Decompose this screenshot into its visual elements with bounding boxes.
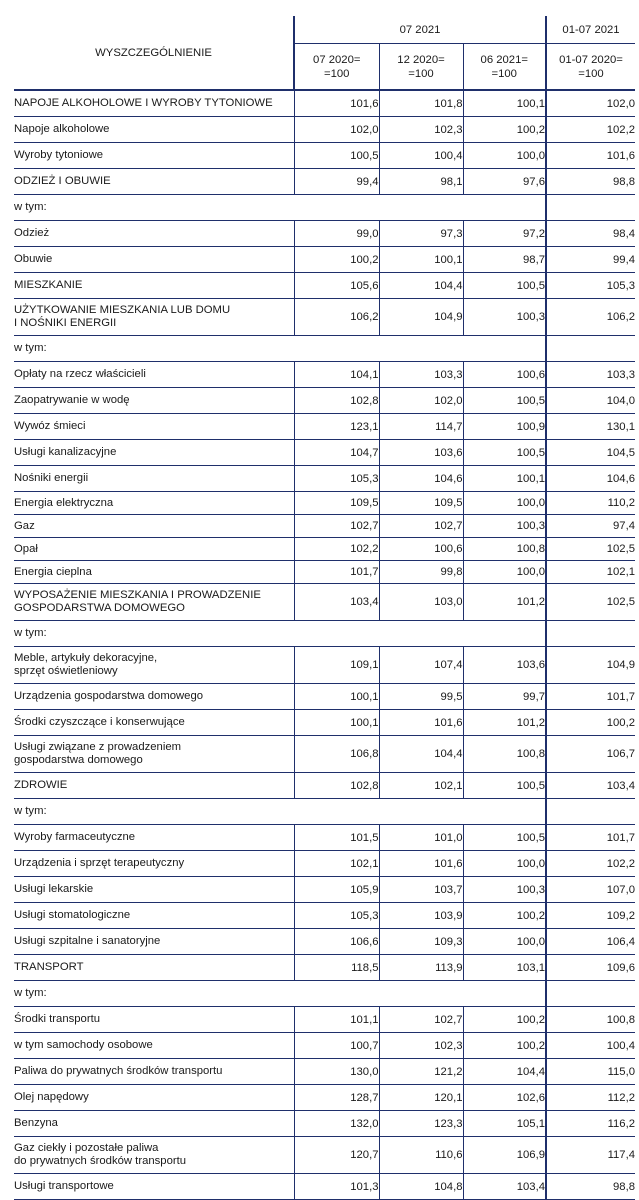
row-value: 118,5: [294, 955, 379, 981]
row-value: 100,0: [463, 492, 546, 515]
section-row: [14, 621, 635, 647]
table-row: [14, 117, 635, 143]
row-value: 104,9: [379, 299, 463, 336]
table-row: [14, 1059, 635, 1085]
row-value: 106,2: [294, 299, 379, 336]
row-value: 102,7: [379, 515, 463, 538]
row-value: 105,3: [546, 273, 635, 299]
row-label: w tym:: [14, 195, 294, 221]
row-value: [294, 195, 379, 221]
row-value: [546, 621, 635, 647]
row-value: 100,0: [463, 143, 546, 169]
row-value: 100,5: [463, 825, 546, 851]
row-value: 102,5: [546, 538, 635, 561]
row-label: MIESZKANIE: [14, 273, 294, 299]
row-value: 100,3: [463, 877, 546, 903]
row-value: 101,6: [379, 710, 463, 736]
row-value: 103,0: [379, 584, 463, 621]
row-label: Urządzenia i sprzęt terapeutyczny: [14, 851, 294, 877]
row-value: 100,6: [379, 538, 463, 561]
row-value: 106,6: [294, 929, 379, 955]
row-label: UŻYTKOWANIE MIESZKANIA LUB DOMU I NOŚNIKI ENERGII: [14, 299, 294, 336]
table-row: [14, 1085, 635, 1111]
row-value: 106,8: [294, 736, 379, 773]
row-value: 100,2: [463, 1007, 546, 1033]
table-row: [14, 710, 635, 736]
row-value: 103,6: [463, 647, 546, 684]
row-value: 109,5: [294, 492, 379, 515]
row-value: 102,6: [463, 1085, 546, 1111]
table-row: [14, 955, 635, 981]
column-header-cumulative: 01-07 2020= =100: [546, 44, 635, 91]
row-value: 100,1: [463, 90, 546, 117]
table-row: [14, 851, 635, 877]
row-value: 100,2: [294, 247, 379, 273]
table-row: [14, 299, 635, 336]
table-row: [14, 1033, 635, 1059]
row-value: 100,0: [463, 561, 546, 584]
row-value: 105,3: [294, 903, 379, 929]
row-value: 128,7: [294, 1085, 379, 1111]
row-value: [379, 336, 463, 362]
table-row: [14, 440, 635, 466]
row-value: 103,6: [379, 440, 463, 466]
row-label: Meble, artykuły dekoracyjne, sprzęt oświetleniowy: [14, 647, 294, 684]
row-value: [379, 621, 463, 647]
row-value: 101,6: [294, 90, 379, 117]
row-value: 109,6: [546, 955, 635, 981]
table-row: [14, 515, 635, 538]
row-value: [294, 799, 379, 825]
row-value: 103,4: [546, 773, 635, 799]
row-value: 100,7: [294, 1033, 379, 1059]
row-value: 101,2: [463, 584, 546, 621]
row-label: Opłaty na rzecz właścicieli: [14, 362, 294, 388]
row-value: 97,4: [546, 515, 635, 538]
row-value: 106,4: [546, 929, 635, 955]
table-row: [14, 169, 635, 195]
row-value: 104,4: [463, 1059, 546, 1085]
row-value: 103,3: [546, 362, 635, 388]
table-row: [14, 647, 635, 684]
row-value: 109,2: [546, 903, 635, 929]
row-value: 100,3: [463, 515, 546, 538]
row-value: 101,8: [379, 90, 463, 117]
row-value: 107,4: [379, 647, 463, 684]
row-value: 100,5: [294, 143, 379, 169]
row-value: 102,1: [379, 773, 463, 799]
row-value: 102,3: [379, 1033, 463, 1059]
row-label: Środki transportu: [14, 1007, 294, 1033]
row-value: 102,3: [379, 117, 463, 143]
row-value: 100,2: [463, 117, 546, 143]
row-value: 102,7: [379, 1007, 463, 1033]
row-value: 109,3: [379, 929, 463, 955]
row-value: 99,8: [379, 561, 463, 584]
row-value: 123,3: [379, 1111, 463, 1137]
row-value: 100,2: [463, 903, 546, 929]
column-group-monthly: 07 2021: [294, 16, 546, 44]
row-value: 104,7: [294, 440, 379, 466]
row-value: 102,5: [546, 584, 635, 621]
row-value: 98,8: [546, 169, 635, 195]
row-label: Środki czyszczące i konserwujące: [14, 710, 294, 736]
row-value: 120,7: [294, 1137, 379, 1174]
row-value: 100,5: [463, 273, 546, 299]
row-value: 102,7: [294, 515, 379, 538]
column-header-vs-december: 12 2020= =100: [379, 44, 463, 91]
table-row: [14, 466, 635, 492]
row-value: 102,1: [294, 851, 379, 877]
row-value: 100,2: [546, 710, 635, 736]
table-row: [14, 273, 635, 299]
row-value: 116,2: [546, 1111, 635, 1137]
row-value: 98,7: [463, 247, 546, 273]
row-value: 102,0: [294, 117, 379, 143]
row-value: 100,8: [463, 736, 546, 773]
row-value: 103,4: [463, 1174, 546, 1200]
row-label: Gaz ciekły i pozostałe paliwa do prywatnych środków transportu: [14, 1137, 294, 1174]
row-label: WYPOSAŻENIE MIESZKANIA I PROWADZENIE GOSPODARSTWA DOMOWEGO: [14, 584, 294, 621]
row-value: 120,1: [379, 1085, 463, 1111]
table-row: [14, 561, 635, 584]
row-value: 105,3: [294, 466, 379, 492]
column-header-name: WYSZCZEGÓLNIENIE: [14, 16, 294, 90]
price-index-table: [14, 16, 635, 1200]
table-row: [14, 538, 635, 561]
row-value: 115,0: [546, 1059, 635, 1085]
row-label: Usługi lekarskie: [14, 877, 294, 903]
row-value: [294, 621, 379, 647]
section-row: [14, 799, 635, 825]
row-value: 100,1: [294, 684, 379, 710]
row-value: 100,1: [294, 710, 379, 736]
row-label: Energia elektryczna: [14, 492, 294, 515]
row-value: 100,1: [463, 466, 546, 492]
row-label: Usługi związane z prowadzeniem gospodarstwa domowego: [14, 736, 294, 773]
table-body: [14, 90, 635, 1200]
row-value: 102,0: [379, 388, 463, 414]
row-label: Usługi transportowe: [14, 1174, 294, 1200]
row-value: 100,8: [463, 538, 546, 561]
row-value: 98,1: [379, 169, 463, 195]
row-label: Usługi szpitalne i sanatoryjne: [14, 929, 294, 955]
table-row: [14, 684, 635, 710]
row-value: [463, 799, 546, 825]
row-label: ODZIEŻ I OBUWIE: [14, 169, 294, 195]
row-value: 113,9: [379, 955, 463, 981]
table-row: [14, 1174, 635, 1200]
table-row: [14, 492, 635, 515]
row-value: 104,8: [379, 1174, 463, 1200]
row-value: 100,5: [463, 440, 546, 466]
row-value: 132,0: [294, 1111, 379, 1137]
column-group-cumulative: 01-07 2021: [546, 16, 635, 44]
row-value: 102,2: [294, 538, 379, 561]
row-value: [463, 336, 546, 362]
row-value: [379, 195, 463, 221]
section-row: [14, 981, 635, 1007]
table-row: [14, 90, 635, 117]
row-value: [463, 981, 546, 1007]
row-value: 100,4: [546, 1033, 635, 1059]
row-value: 103,4: [294, 584, 379, 621]
row-label: Zaopatrywanie w wodę: [14, 388, 294, 414]
row-value: 99,0: [294, 221, 379, 247]
row-label: w tym:: [14, 336, 294, 362]
row-value: 123,1: [294, 414, 379, 440]
row-label: TRANSPORT: [14, 955, 294, 981]
row-value: 101,1: [294, 1007, 379, 1033]
table-row: [14, 1007, 635, 1033]
row-value: 97,2: [463, 221, 546, 247]
row-value: 109,1: [294, 647, 379, 684]
row-value: 100,9: [463, 414, 546, 440]
row-value: 105,1: [463, 1111, 546, 1137]
row-label: Gaz: [14, 515, 294, 538]
row-value: 99,4: [546, 247, 635, 273]
row-value: 121,2: [379, 1059, 463, 1085]
table-row: [14, 414, 635, 440]
row-value: 107,0: [546, 877, 635, 903]
row-value: 112,2: [546, 1085, 635, 1111]
row-label: Odzież: [14, 221, 294, 247]
section-row: [14, 336, 635, 362]
row-value: 110,6: [379, 1137, 463, 1174]
table-row: [14, 1137, 635, 1174]
row-value: [546, 799, 635, 825]
row-label: Napoje alkoholowe: [14, 117, 294, 143]
row-value: 101,7: [546, 684, 635, 710]
table-row: [14, 825, 635, 851]
row-value: 103,9: [379, 903, 463, 929]
row-value: 106,2: [546, 299, 635, 336]
row-value: [294, 981, 379, 1007]
row-value: 106,9: [463, 1137, 546, 1174]
row-value: 99,4: [294, 169, 379, 195]
section-row: [14, 195, 635, 221]
row-value: 114,7: [379, 414, 463, 440]
row-value: 100,3: [463, 299, 546, 336]
table-row: [14, 247, 635, 273]
row-value: 103,7: [379, 877, 463, 903]
table-row: [14, 1111, 635, 1137]
row-value: 100,5: [463, 388, 546, 414]
row-label: Obuwie: [14, 247, 294, 273]
row-value: 99,7: [463, 684, 546, 710]
row-value: 97,3: [379, 221, 463, 247]
row-value: 106,7: [546, 736, 635, 773]
row-value: 101,7: [294, 561, 379, 584]
row-value: 110,2: [546, 492, 635, 515]
table-row: [14, 903, 635, 929]
column-header-mom: 06 2021= =100: [463, 44, 546, 91]
table-row: [14, 736, 635, 773]
row-value: 101,2: [463, 710, 546, 736]
row-value: 100,8: [546, 1007, 635, 1033]
table-row: [14, 929, 635, 955]
row-value: 130,0: [294, 1059, 379, 1085]
row-value: 130,1: [546, 414, 635, 440]
row-value: 104,5: [546, 440, 635, 466]
row-value: 100,4: [379, 143, 463, 169]
row-value: 102,2: [546, 851, 635, 877]
row-label: ZDROWIE: [14, 773, 294, 799]
row-label: w tym:: [14, 799, 294, 825]
row-label: Opał: [14, 538, 294, 561]
row-value: [546, 336, 635, 362]
row-value: 102,1: [546, 561, 635, 584]
table-row: [14, 362, 635, 388]
row-value: [546, 981, 635, 1007]
row-value: 102,0: [546, 90, 635, 117]
row-value: 104,4: [379, 736, 463, 773]
row-value: 109,5: [379, 492, 463, 515]
row-label: Urządzenia gospodarstwa domowego: [14, 684, 294, 710]
row-value: 104,0: [546, 388, 635, 414]
row-label: Usługi stomatologiczne: [14, 903, 294, 929]
row-value: 100,0: [463, 929, 546, 955]
table-row: [14, 221, 635, 247]
row-value: 103,3: [379, 362, 463, 388]
row-value: 98,8: [546, 1174, 635, 1200]
row-value: 100,1: [379, 247, 463, 273]
row-value: 100,6: [463, 362, 546, 388]
row-label: Olej napędowy: [14, 1085, 294, 1111]
row-value: 97,6: [463, 169, 546, 195]
row-label: w tym samochody osobowe: [14, 1033, 294, 1059]
row-label: Paliwa do prywatnych środków transportu: [14, 1059, 294, 1085]
row-value: 101,6: [379, 851, 463, 877]
table-row: [14, 877, 635, 903]
row-value: 104,1: [294, 362, 379, 388]
row-label: NAPOJE ALKOHOLOWE I WYROBY TYTONIOWE: [14, 90, 294, 117]
row-value: 104,4: [379, 273, 463, 299]
table-row: [14, 773, 635, 799]
row-value: 102,2: [546, 117, 635, 143]
row-value: [463, 195, 546, 221]
row-value: 103,1: [463, 955, 546, 981]
row-value: 100,0: [463, 851, 546, 877]
row-value: 102,8: [294, 773, 379, 799]
row-label: Wyroby farmaceutyczne: [14, 825, 294, 851]
row-label: Wyroby tytoniowe: [14, 143, 294, 169]
row-label: Wywóz śmieci: [14, 414, 294, 440]
row-value: 98,4: [546, 221, 635, 247]
row-value: [379, 799, 463, 825]
table-row: [14, 388, 635, 414]
row-value: [463, 621, 546, 647]
row-value: [379, 981, 463, 1007]
row-value: 101,7: [546, 825, 635, 851]
row-value: 102,8: [294, 388, 379, 414]
row-label: Nośniki energii: [14, 466, 294, 492]
row-value: 104,6: [379, 466, 463, 492]
row-value: 101,6: [546, 143, 635, 169]
row-value: [546, 195, 635, 221]
row-value: 100,2: [463, 1033, 546, 1059]
row-label: Energia cieplna: [14, 561, 294, 584]
row-value: 104,6: [546, 466, 635, 492]
row-value: 117,4: [546, 1137, 635, 1174]
table-row: [14, 584, 635, 621]
row-label: w tym:: [14, 981, 294, 1007]
row-value: 105,6: [294, 273, 379, 299]
row-value: 101,3: [294, 1174, 379, 1200]
row-label: Benzyna: [14, 1111, 294, 1137]
row-value: 101,0: [379, 825, 463, 851]
column-header-yoy: 07 2020= =100: [294, 44, 379, 91]
row-label: Usługi kanalizacyjne: [14, 440, 294, 466]
row-value: 100,5: [463, 773, 546, 799]
row-value: 105,9: [294, 877, 379, 903]
row-value: 104,9: [546, 647, 635, 684]
row-value: 99,5: [379, 684, 463, 710]
row-value: [294, 336, 379, 362]
row-value: 101,5: [294, 825, 379, 851]
row-label: w tym:: [14, 621, 294, 647]
table-row: [14, 143, 635, 169]
